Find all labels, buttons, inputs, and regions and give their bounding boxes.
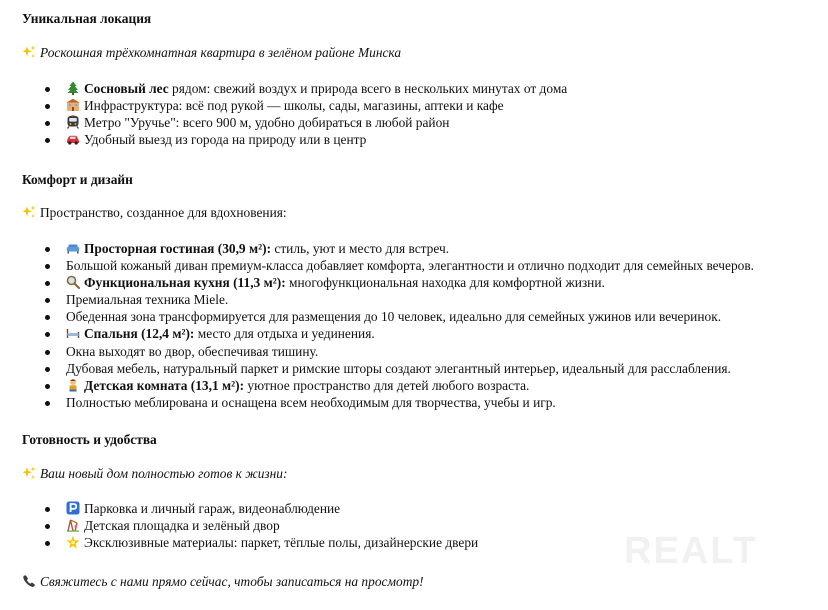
section-intro-comfort: Пространство, созданное для вдохновения: [22, 204, 287, 221]
list-item: Спальня (12,4 м²): место для отдыха и уединения. [22, 325, 754, 342]
location-list [22, 80, 567, 148]
sparkle-star-icon [66, 535, 80, 549]
call-to-action: Свяжитесь с нами прямо сейчас, чтобы записаться на просмотр! [22, 573, 424, 590]
pine-tree-icon [66, 81, 80, 95]
list-item: Просторная гостиная (30,9 м²): стиль, уют и место для встреч. [22, 240, 754, 257]
list-item: Дубовая мебель, натуральный паркет и римские шторы создают элегантный интерьер, идеальный для расслабления. [22, 360, 754, 377]
metro-train-icon [66, 115, 80, 129]
list-item: Парковка и личный гараж, видеонаблюдение [22, 500, 478, 517]
parking-icon [66, 501, 80, 515]
child-icon [66, 378, 80, 392]
list-item: Инфраструктура: всё под рукой — школы, сады, магазины, аптеки и кафе [22, 97, 567, 114]
sparkles-icon [22, 45, 36, 59]
magnifier-icon [66, 275, 80, 289]
list-item: Метро "Уручье": всего 900 м, удобно добираться в любой район [22, 114, 567, 131]
list-item: Полностью меблирована и оснащена всем необходимым для творчества, учебы и игр. [22, 394, 754, 411]
ready-list [22, 500, 478, 551]
sofa-icon [66, 241, 80, 255]
list-item: Удобный выезд из города на природу или в центр [22, 131, 567, 148]
realt-watermark: REALT [624, 530, 758, 572]
list-item: Детская комната (13,1 м²): уютное пространство для детей любого возраста. [22, 377, 754, 394]
playground-icon [66, 518, 80, 532]
car-icon [66, 132, 80, 146]
list-item: Эксклюзивные материалы: паркет, тёплые полы, дизайнерские двери [22, 534, 478, 551]
section-intro-ready: Ваш новый дом полностью готов к жизни: [22, 465, 287, 482]
list-item: Функциональная кухня (11,3 м²): многофункциональная находка для комфортной жизни. [22, 274, 754, 291]
bed-icon [66, 326, 80, 340]
list-item: Обеденная зона трансформируется для размещения до 10 человек, идеально для семейных ужинов или вечеринок. [22, 308, 754, 325]
sparkles-icon [22, 205, 36, 219]
school-building-icon [66, 98, 80, 112]
sparkles-icon [22, 466, 36, 480]
section-title-comfort: Комфорт и дизайн [22, 172, 133, 187]
section-intro-location: Роскошная трёхкомнатная квартира в зелёном районе Минска [22, 44, 401, 61]
list-item: Большой кожаный диван премиум-класса добавляет комфорта, элегантности и отлично подходит для семейных вечеров. [22, 257, 754, 274]
comfort-list [22, 240, 754, 411]
phone-icon [22, 574, 36, 588]
list-item: Детская площадка и зелёный двор [22, 517, 478, 534]
list-item: Премиальная техника Miele. [22, 291, 754, 308]
section-title-ready: Готовность и удобства [22, 432, 157, 447]
list-item: Окна выходят во двор, обеспечивая тишину. [22, 343, 754, 360]
list-item: Сосновый лес рядом: свежий воздух и природа всего в нескольких минутах от дома [22, 80, 567, 97]
section-title-location: Уникальная локация [22, 11, 152, 26]
